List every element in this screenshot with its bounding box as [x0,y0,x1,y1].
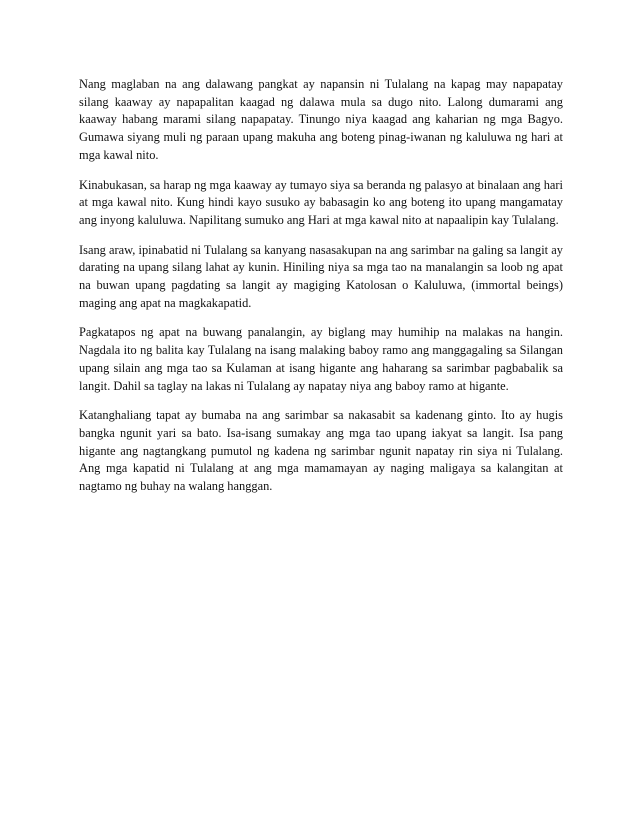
paragraph-1: Nang maglaban na ang dalawang pangkat ay napansin ni Tulalang na kapag may napapatay silang kaaway ay napapalitan kaagad ng dalawa mula sa dugo nito. Lalong dumarami ang kaaway habang marami silang napapatay. Tinungo niya kaagad ang kaharian ng mga Bagyo. Gumawa siyang muli ng paraan upang makuha ang boteng pinag-iwanan ng kaluluwa ng hari at mga kawal nito. [79,77,563,162]
document-body [79,76,563,508]
paragraph-2: Kinabukasan, sa harap ng mga kaaway ay tumayo siya sa beranda ng palasyo at binalaan ang hari at mga kawal nito. Kung hindi kayo susuko ay babasagin ko ang boteng ito upang mangamatay ang inyong kaluluwa. Napilitang sumuko ang Hari at mga kawal nito at napaalipin kay Tulalang. [79,177,563,227]
paragraph-4: Pagkatapos ng apat na buwang panalangin, ay biglang may humihip na malakas na hangin. Nagdala ito ng balita kay Tulalang na isang malaking baboy ramo ang manggagaling sa Silangan upang silain ang mga tao sa Kulaman at isang higante ang haharang sa sarimbar pagbabalik sa langit. Dahil sa taglay na lakas ni Tulalang ay napatay niya ang baboy ramo at higante. [79,325,563,393]
paragraph-3: Isang araw, ipinabatid ni Tulalang sa kanyang nasasakupan na ang sarimbar na galing sa langit ay darating na upang silang lahat ay kunin. Hiniling niya sa mga tao na manalangin sa loob ng apat na buwan upang pagdating sa langit ay magiging Katolosan o Kaluluwa, (immortal beings) maging ang apat na magkakapatid. [79,242,563,310]
paragraph-5: Katanghaliang tapat ay bumaba na ang sarimbar sa nakasabit sa kadenang ginto. Ito ay hugis bangka ngunit yari sa bato. Isa-isang sumakay ang mga tao upang iakyat sa langit. Isa pang higante ang nagtangkang pumutol ng kadena ng sarimbar ngunit napatay rin siya ni Tulalang. Ang mga kapatid ni Tulalang at ang mga mamamayan ay naging maligaya sa kalangitan at nagtamo ng buhay na walang hanggan. [79,408,563,494]
